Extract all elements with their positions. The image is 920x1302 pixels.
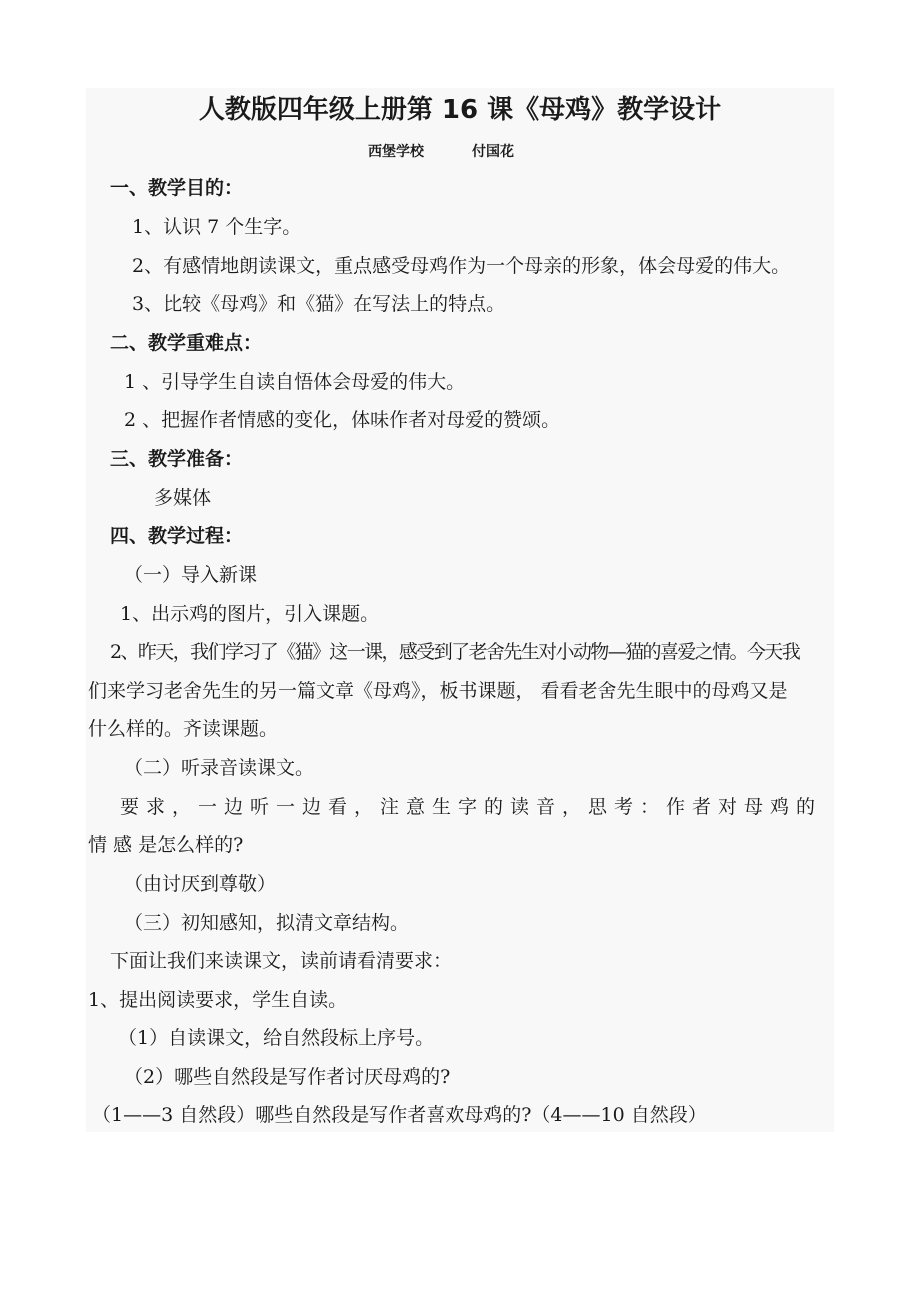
school-name: 西堡学校	[368, 144, 424, 160]
section-heading-process: 四、教学过程：	[110, 525, 244, 547]
step-answer: （由讨厌到尊敬）	[124, 873, 277, 895]
section-heading-objectives: 一、教学目的：	[110, 177, 244, 199]
objective-item: 3、比较《母鸡》和《猫》在写法上的特点。	[132, 293, 506, 315]
section-heading-keypoints: 二、教学重难点：	[110, 332, 263, 354]
step-item: 1、出示鸡的图片，引入课题。	[120, 603, 380, 625]
step-subitem: （1）自读课文，给自然段标上序号。	[118, 1027, 435, 1049]
step-heading: （三）初知感知，拟清文章结构。	[124, 912, 410, 934]
step-paragraph-line: 情 感 是怎么样的?	[88, 834, 244, 856]
step-paragraph-line: 要求，一边听一边看，注意生字的读音，思考：作者对母鸡的	[120, 796, 823, 818]
step-heading: （一）导入新课	[124, 564, 258, 586]
step-item: 1、提出阅读要求，学生自读。	[88, 989, 348, 1011]
byline	[368, 142, 514, 162]
step-paragraph-line: 们来学习老舍先生的另一篇文章《母鸡》，板书课题， 看看老舍先生眼中的母鸡又是	[88, 680, 788, 702]
keypoint-item: 1 、引导学生自读自悟体会母爱的伟大。	[124, 371, 466, 393]
section-heading-preparation: 三、教学准备：	[110, 448, 244, 470]
step-paragraph-line: 2、昨天，我们学习了《猫》这一课，感受到了老舍先生对小动物—猫的喜爱之情。今天我	[110, 641, 800, 663]
author-name: 付国花	[472, 144, 514, 160]
step-subitem: （2）哪些自然段是写作者讨厌母鸡的?	[124, 1066, 451, 1088]
preparation-item: 多媒体	[154, 487, 212, 509]
step-subitem: （1——3 自然段）哪些自然段是写作者喜欢母鸡的?（4——10 自然段）	[92, 1104, 707, 1126]
step-heading: （二）听录音读课文。	[124, 757, 315, 779]
objective-item: 1、认识 7 个生字。	[132, 216, 302, 238]
step-paragraph-line: 什么样的。齐读课题。	[88, 718, 279, 740]
keypoint-item: 2 、把握作者情感的变化，体味作者对母爱的赞颂。	[124, 409, 561, 431]
objective-item: 2、有感情地朗读课文，重点感受母鸡作为一个母亲的形象，体会母爱的伟大。	[132, 255, 791, 277]
step-intro: 下面让我们来读课文，读前请看清要求：	[110, 950, 453, 972]
document-title: 人教版四年级上册第 16 课《母鸡》教学设计	[198, 95, 722, 125]
